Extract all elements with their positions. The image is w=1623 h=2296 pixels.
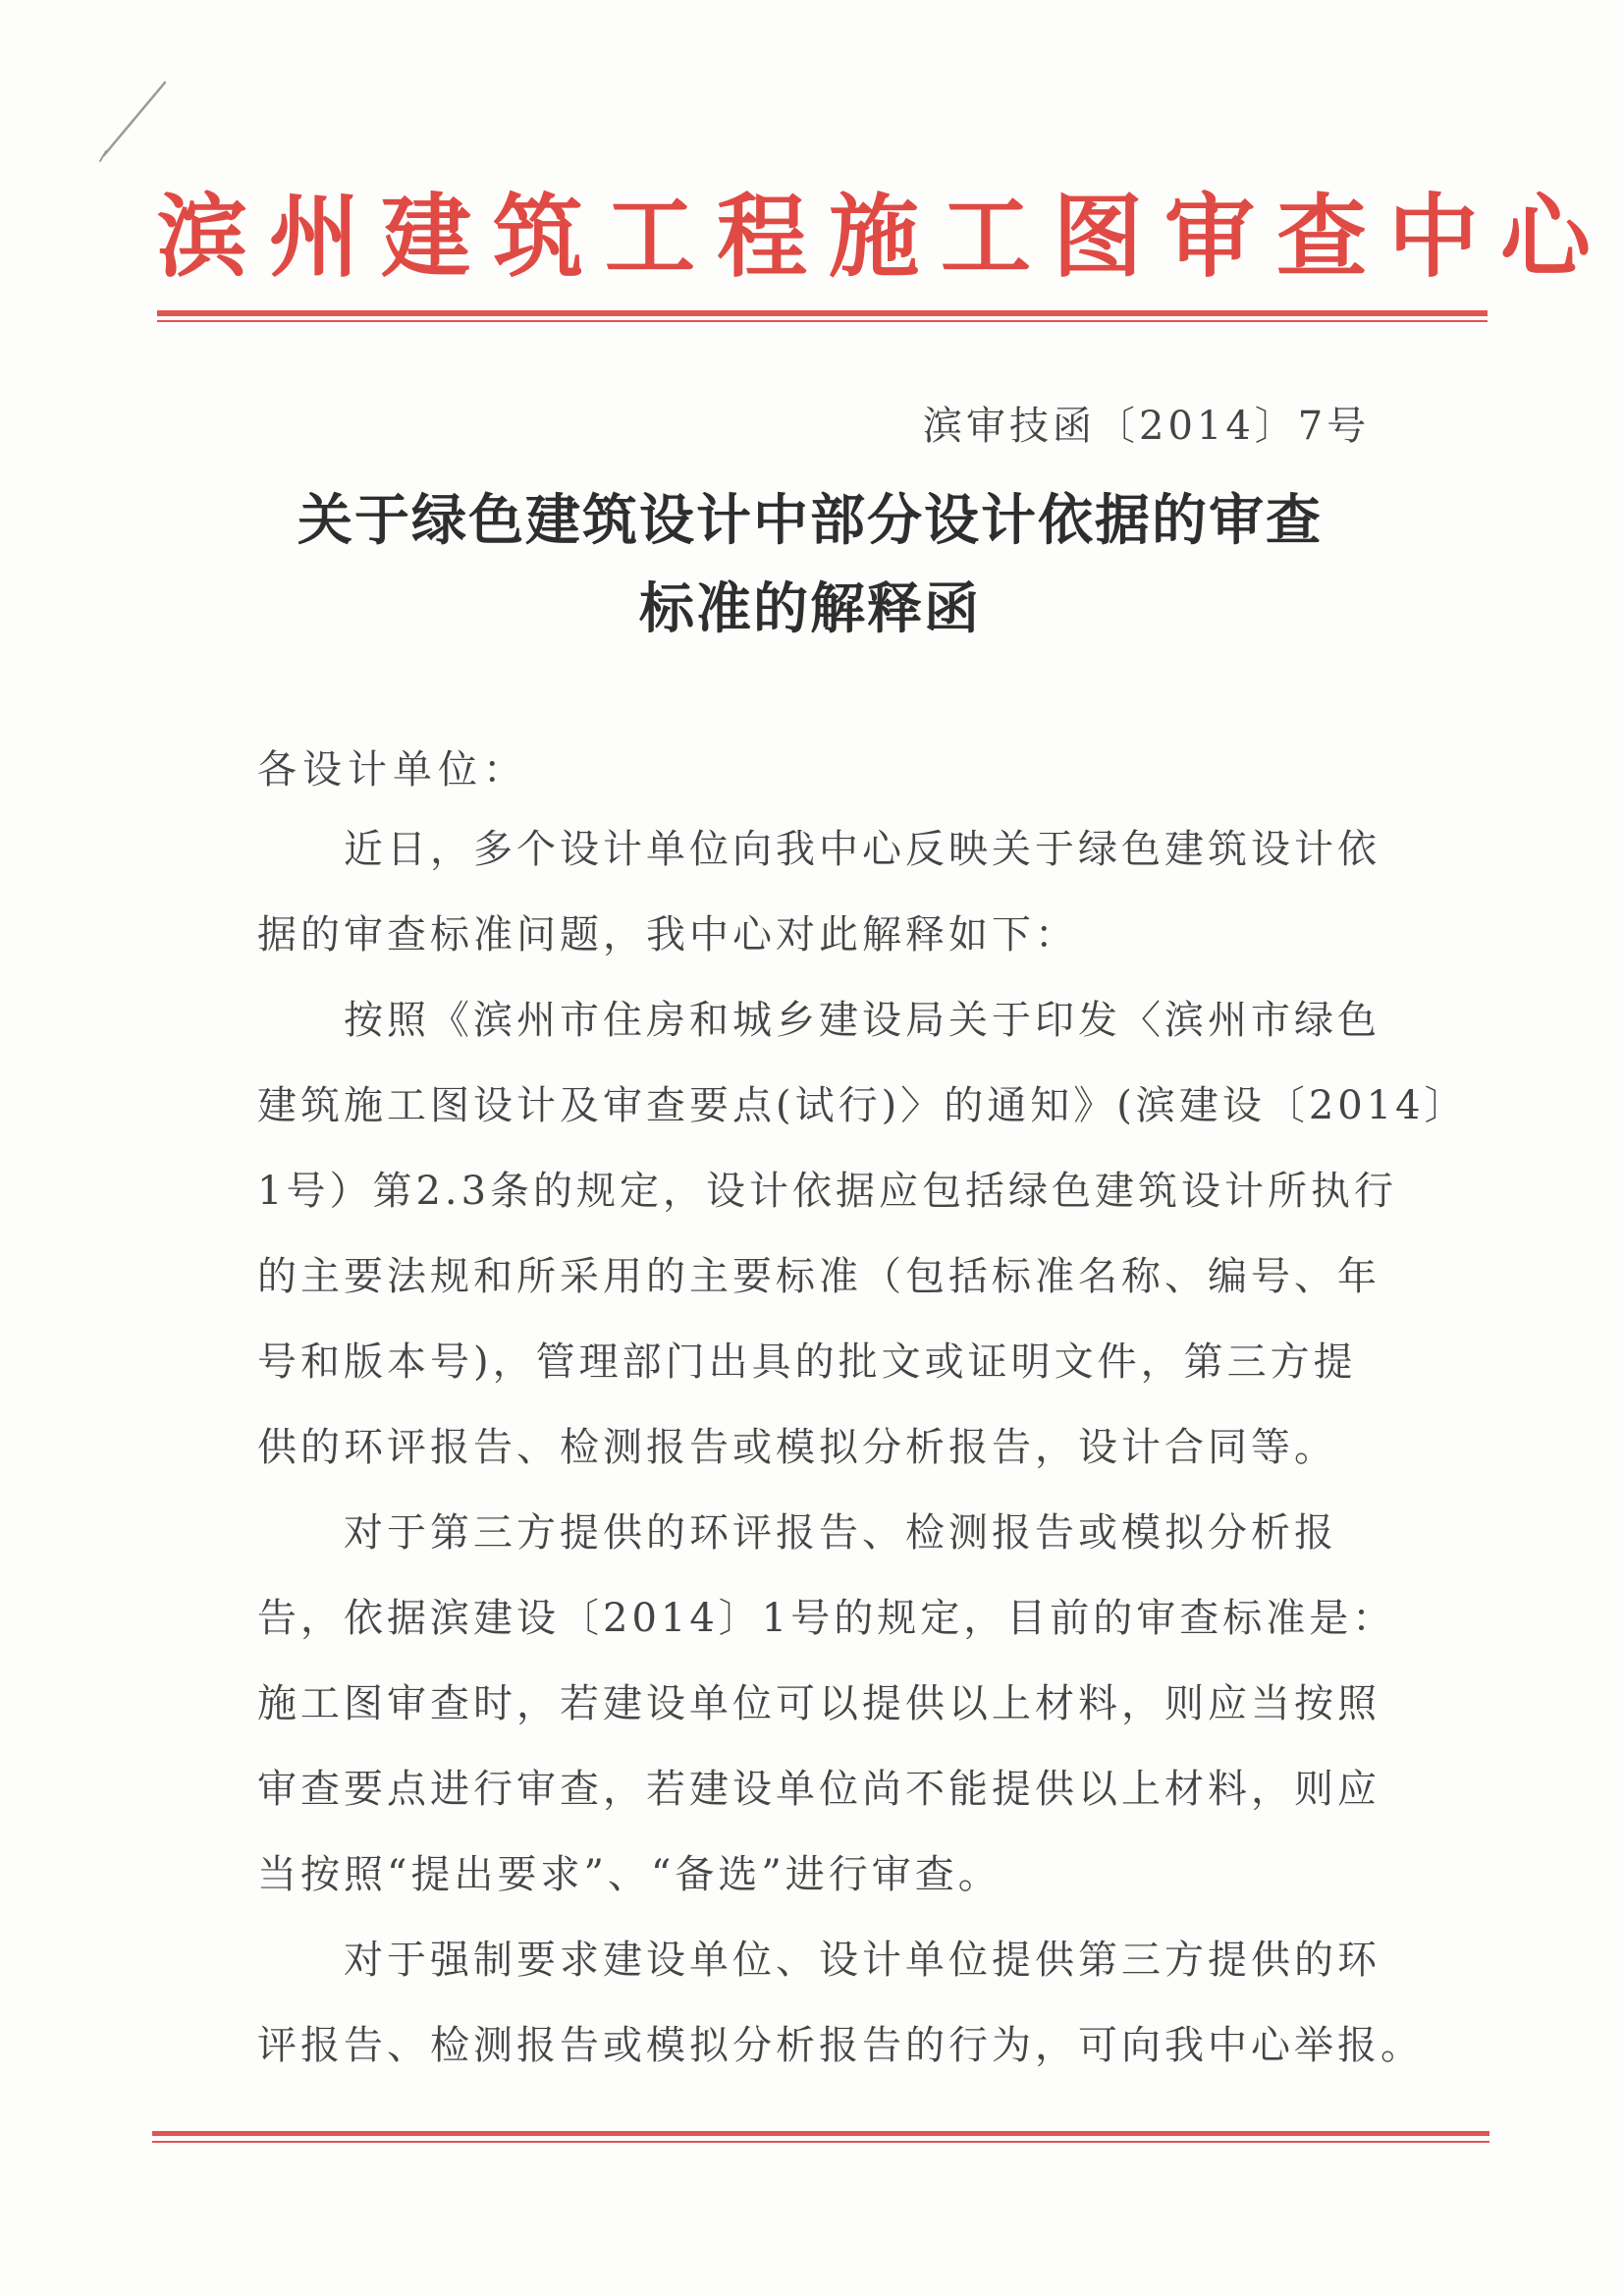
body-line: 当按照“提出要求”、“备选”进行审查。 (257, 1852, 1001, 1897)
body-line: 近日，多个设计单位向我中心反映关于绿色建筑设计依 (344, 827, 1380, 872)
body-line: 施工图审查时，若建设单位可以提供以上材料，则应当按照 (257, 1681, 1380, 1726)
document-number: 滨审技函〔2014〕7号 (923, 404, 1371, 449)
body-line: 1号）第2.3条的规定，设计依据应包括绿色建筑设计所执行 (257, 1169, 1398, 1214)
body-line: 的主要法规和所采用的主要标准（包括标准名称、编号、年 (257, 1254, 1380, 1299)
letterhead-rule-thin (157, 320, 1488, 322)
body-line: 对于强制要求建设单位、设计单位提供第三方提供的环 (344, 1938, 1380, 1983)
body-line: 告，依据滨建设〔2014〕1号的规定，目前的审查标准是： (257, 1596, 1396, 1641)
letterhead-rule-thick (157, 310, 1488, 316)
body-line: 据的审查标准问题，我中心对此解释如下： (257, 912, 1078, 957)
document-title-line-2: 标准的解释函 (639, 576, 981, 641)
body-line: 评报告、检测报告或模拟分析报告的行为，可向我中心举报。 (257, 2023, 1424, 2068)
body-line: 按照《滨州市住房和城乡建设局关于印发〈滨州市绿色 (344, 998, 1380, 1043)
footer-rule-thick (152, 2131, 1489, 2136)
letterhead-org-name: 滨州建筑工程施工图审查中心 (157, 184, 1613, 290)
body-line: 建筑施工图设计及审查要点(试行)〉的通知》(滨建设〔2014〕 (257, 1083, 1468, 1128)
salutation: 各设计单位： (257, 747, 528, 793)
document-title-line-1: 关于绿色建筑设计中部分设计依据的审查 (298, 488, 1323, 553)
footer-rule-thin (152, 2141, 1489, 2143)
body-line: 供的环评报告、检测报告或模拟分析报告，设计合同等。 (257, 1425, 1337, 1470)
pen-stroke-mark (94, 77, 173, 165)
body-line: 对于第三方提供的环评报告、检测报告或模拟分析报 (344, 1510, 1337, 1556)
body-line: 号和版本号)，管理部门出具的批文或证明文件，第三方提 (257, 1339, 1357, 1385)
body-line: 审查要点进行审查，若建设单位尚不能提供以上材料，则应 (257, 1767, 1380, 1812)
